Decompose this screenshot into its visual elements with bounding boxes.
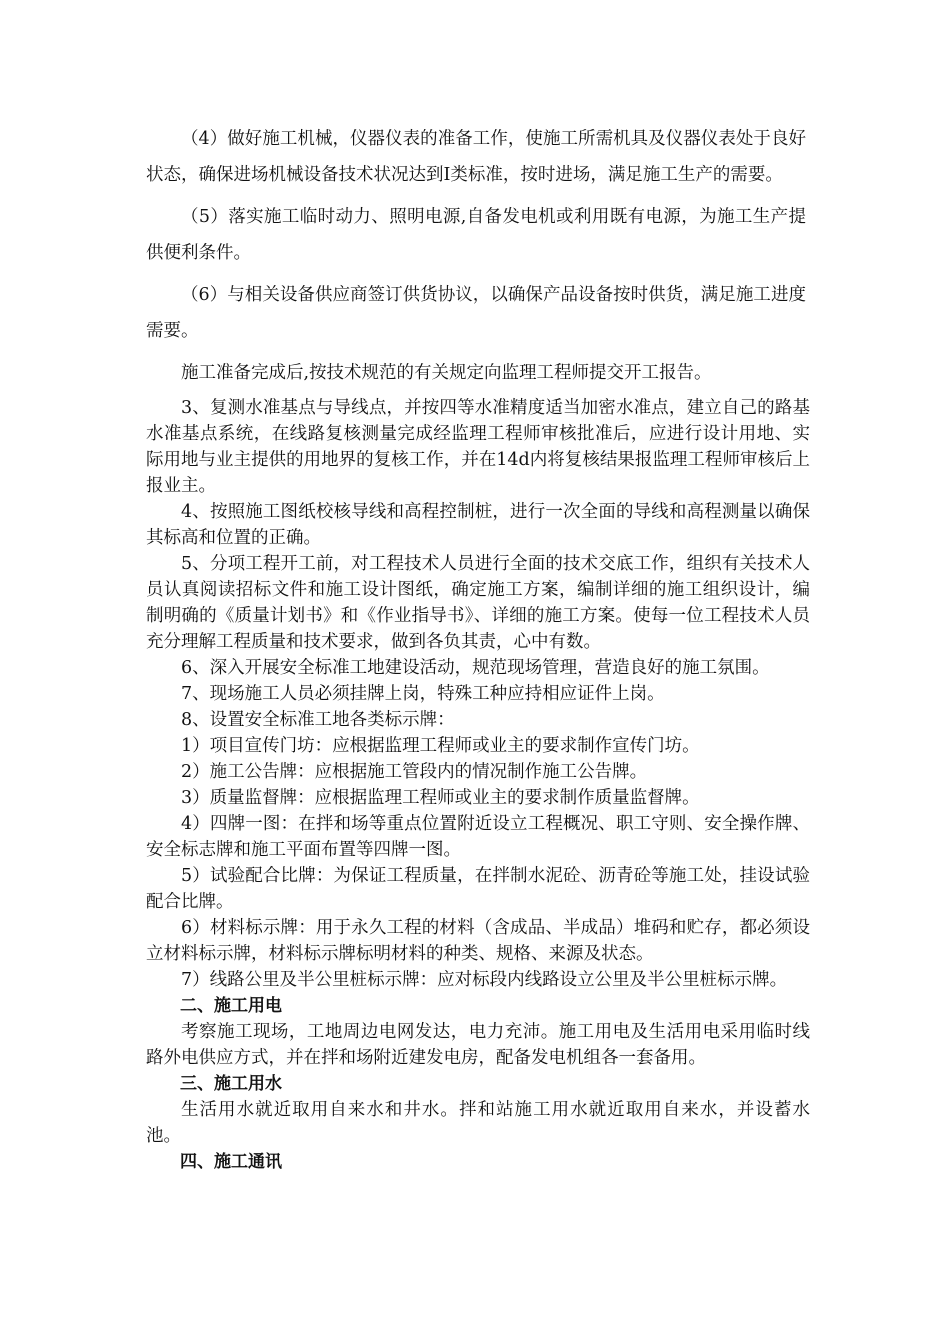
paragraph-sign-1: 1）项目宣传门坊：应根据监理工程师或业主的要求制作宣传门坊。 xyxy=(181,736,700,756)
paragraph-sign-7: 7）线路公里及半公里桩标示牌：应对标段内线路设立公里及半公里桩标示牌。 xyxy=(181,970,788,990)
paragraph-sign-5: 5）试验配合比牌：为保证工程质量，在拌制水泥砼、沥青砼等施工处，挂设试验配合比牌。 xyxy=(146,866,810,912)
paragraph-power: 考察施工现场，工地周边电网发达，电力充沛。施工用电及生活用电采用临时线路外电供应方式，并在拌和场附近建发电房，配备发电机组各一套备用。 xyxy=(146,1022,810,1068)
paragraph-sign-2: 2）施工公告牌：应根据施工管段内的情况制作施工公告牌。 xyxy=(181,762,648,782)
wide-section xyxy=(0,0,950,391)
paragraph-prep-4: （4）做好施工机械，仪器仪表的准备工作，使施工所需机具及仪器仪表处于良好状态，确保进场机械设备技术状况达到Ⅰ类标准，按时进场，满足施工生产的需要。 xyxy=(146,129,806,185)
paragraph-item-3: 3、复测水准基点与导线点，并按四等水准精度适当加密水准点，建立自己的路基水准基点系统，在线路复核测量完成经监理工程师审核批准后，应进行设计用地、实际用地与业主提供的用地界的复核工作，并在14d内将复核结果报监理工程师审核后上报业主。 xyxy=(146,398,810,496)
paragraph-item-7: 7、现场施工人员必须挂牌上岗，特殊工种应持相应证件上岗。 xyxy=(181,684,665,704)
heading-water: 三、施工用水 xyxy=(180,1074,282,1094)
paragraph-item-6: 6、深入开展安全标准工地建设活动，规范现场管理，营造良好的施工氛围。 xyxy=(181,658,770,678)
tight-section xyxy=(0,395,950,1175)
paragraph-item-4: 4、按照施工图纸校核导线和高程控制桩，进行一次全面的导线和高程测量以确保其标高和位置的正确。 xyxy=(146,502,810,548)
paragraph-item-8: 8、设置安全标准工地各类标示牌： xyxy=(181,710,455,730)
paragraph-sign-6: 6）材料标示牌：用于永久工程的材料（含成品、半成品）堆码和贮存，都必须设立材料标示牌，材料标示牌标明材料的种类、规格、来源及状态。 xyxy=(146,918,810,964)
heading-power: 二、施工用电 xyxy=(180,996,282,1016)
paragraph-prep-6: （6）与相关设备供应商签订供货协议，以确保产品设备按时供货，满足施工进度需要。 xyxy=(146,285,806,341)
paragraph-item-5: 5、分项工程开工前，对工程技术人员进行全面的技术交底工作，组织有关技术人员认真阅读招标文件和施工设计图纸，确定施工方案，编制详细的施工组织设计，编制明确的《质量计划书》和《作业指导书》、详细的施工方案。使每一位工程技术人员充分理解工程质量和技术要求，做到各负其责，心中有数。 xyxy=(146,554,810,652)
heading-communication: 四、施工通讯 xyxy=(180,1152,282,1172)
paragraph-sign-3: 3）质量监督牌：应根据监理工程师或业主的要求制作质量监督牌。 xyxy=(181,788,700,808)
paragraph-sign-4: 4）四牌一图：在拌和场等重点位置附近设立工程概况、职工守则、安全操作牌、安全标志牌和施工平面布置等四牌一图。 xyxy=(146,814,810,860)
paragraph-start-report: 施工准备完成后,按技术规范的有关规定向监理工程师提交开工报告。 xyxy=(181,363,712,383)
paragraph-prep-5: （5）落实施工临时动力、照明电源,自备发电机或利用既有电源，为施工生产提供便利条件。 xyxy=(146,207,806,263)
paragraph-water: 生活用水就近取用自来水和井水。拌和站施工用水就近取用自来水，并设蓄水池。 xyxy=(146,1100,810,1146)
